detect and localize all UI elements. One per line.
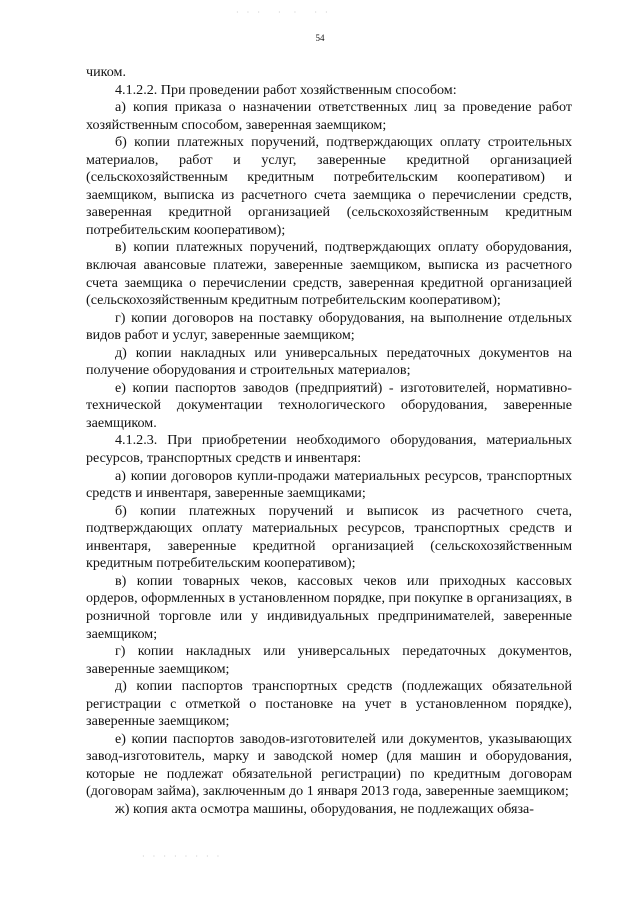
- section-heading-4-1-2-2: 4.1.2.2. При проведении работ хозяйственным способом:: [115, 81, 457, 98]
- list-item-e: е) копии паспортов заводов-изготовителей или документов, указывающих завод-изготовитель, марку и заводской номер (для машин и оборудования, которые не подлежат обязательной регистрации) по кредитным договорам (договорам займа), заключенным до 1 января 2013 года, заверенные заемщиком;: [86, 730, 572, 800]
- list-item-b: б) копии платежных поручений и выписок из расчетного счета, подтверждающих оплату материальных ресурсов, транспортных средств и инвентаря, заверенные кредитной организацией (сельскохозяйственным кредитным потребительским кооперативом);: [86, 502, 572, 572]
- list-item-d: д) копии накладных или универсальных передаточных документов на получение оборудования и строительных материалов;: [86, 344, 572, 379]
- list-item-v: в) копии платежных поручений, подтверждающих оплату оборудования, включая авансовые платежи, заверенные заемщиком, выписка из расчетного счета заемщика о перечислении средств, заверенная кредитной организацией (сельскохозяйственным кредитным потребительским кооперативом);: [86, 239, 572, 309]
- list-item-e: е) копии паспортов заводов (предприятий) - изготовителей, нормативно-технической документации технологического оборудования, заверенные заемщиком.: [86, 379, 572, 431]
- list-item-zh: ж) копия акта осмотра машины, оборудования, не подлежащих обяза-: [115, 800, 534, 817]
- scan-artifact: · · · · · · · ·: [142, 852, 223, 861]
- list-item-b: б) копии платежных поручений, подтверждающих оплату строительных материалов, работ и услуг, заверенные кредитной организацией (сельскохозяйственным кредитным потребительским кооперативом) и заемщиком, выписка из расчетного счета заемщика о перечислении средств, заверенная кредитной организацией (сельскохозяйственным кредитным потребительским кооперативом);: [86, 134, 572, 238]
- list-item-g: г) копии договоров на поставку оборудования, на выполнение отдельных видов работ и услуг, заверенные заемщиком;: [86, 309, 572, 344]
- list-item-a: а) копия приказа о назначении ответственных лиц за проведение работ хозяйственным способом, заверенная заемщиком;: [86, 99, 572, 133]
- document-body: [86, 64, 572, 819]
- section-heading-4-1-2-3: 4.1.2.3. При приобретении необходимого оборудования, материальных ресурсов, транспортных средств и инвентаря:: [86, 432, 572, 467]
- paragraph-continuation: чиком.: [86, 64, 126, 80]
- page-number: 54: [315, 33, 325, 43]
- list-item-g: г) копии накладных или универсальных передаточных документов, заверенные заемщиком;: [86, 643, 572, 677]
- list-item-d: д) копии паспортов транспортных средств (подлежащих обязательной регистрации с отметкой о постановке на учет в установленном порядке), заверенные заемщиком;: [86, 678, 572, 730]
- list-item-v: в) копии товарных чеков, кассовых чеков или приходных кассовых ордеров, оформленных в установленном порядке, при покупке в организациях, в розничной торговле или у индивидуальных предпринимателей, заверенные заемщиком;: [86, 572, 572, 642]
- scan-artifact: · · · · · · ·: [236, 8, 331, 17]
- list-item-a: а) копии договоров купли-продажи материальных ресурсов, транспортных средств и инвентаря, заверенные заемщиками;: [86, 467, 572, 502]
